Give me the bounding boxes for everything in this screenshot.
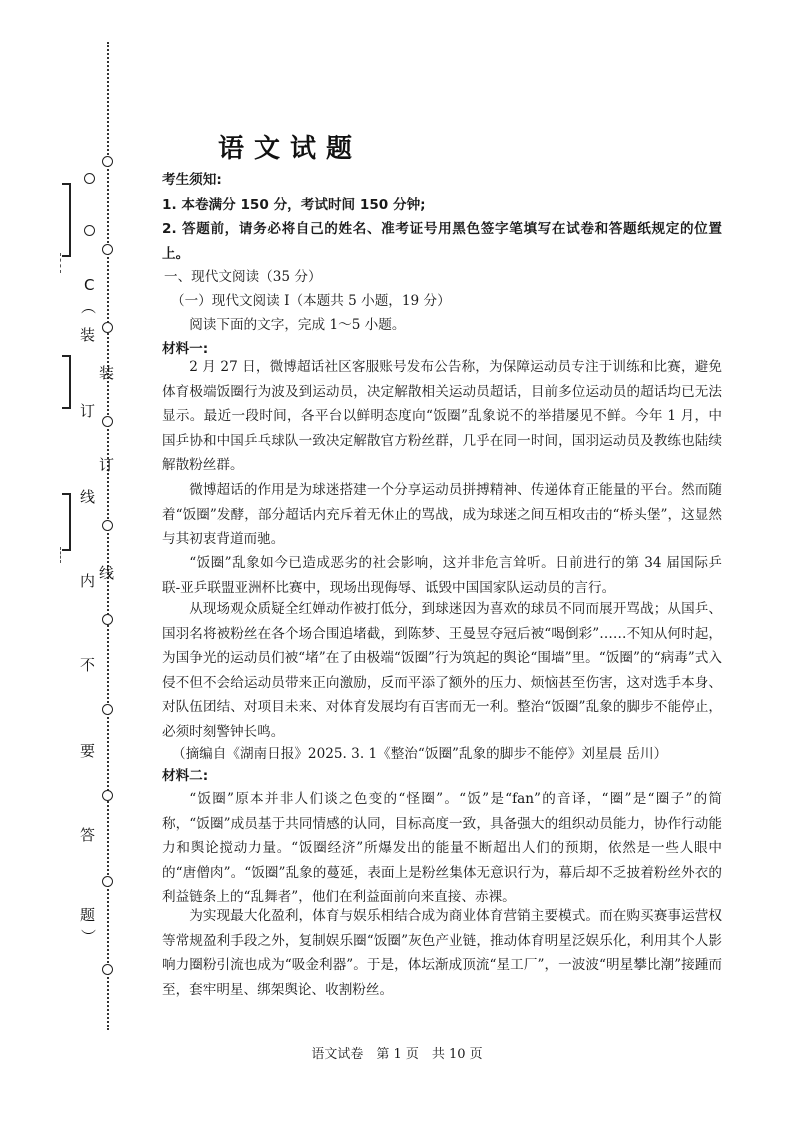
notice-heading: 考生须知: <box>162 172 222 188</box>
margin-ti: 题 <box>80 906 96 924</box>
margin-zhuang-left: 装 <box>80 326 96 344</box>
margin-ding-right: 订 <box>99 456 115 474</box>
material1-source: （摘编自《湖南日报》2025. 3. 1《整治“饭圈”乱象的脚步不能停》刘星晨 岳川） <box>172 746 668 762</box>
material1-paragraph-2: 微博超话的作用是为球迷搭建一个分享运动员拼搏精神、传递体育正能量的平台。然而随着“饭圈”发酵，部分超话内充斥着无休止的骂战，成为球迷之间互相攻击的“桥头堡”，这显然与其初衷背道而驰。 <box>162 482 722 547</box>
binding-hole-icon <box>102 876 113 887</box>
binding-hole-icon <box>84 173 95 184</box>
margin-c-mark: C <box>84 276 95 294</box>
notice-item-2: 2. 答题前，请务必将自己的姓名、准考证号用黑色签字笔填写在试卷和答题纸规定的位置上。 <box>162 221 722 262</box>
material2-paragraph-1: “饭圈”原本并非人们谈之色变的“怪圈”。“饭”是“fan”的音译，“圈”是“圈子”的简称，“饭圈”成员基于共同情感的认同，目标高度一致，具备强大的组织动员能力，协作行动能力和舆论搅动力量。“饭圈经济”所爆发出的能量不断超出人们的预期，依然是一些人眼中的“唐僧肉”。“饭圈”乱象的蔓延，表面上是粉丝集体无意识行为，幕后却不乏披着粉丝外衣的利益链条上的“乱舞者”，他们在利益面前向来直接、赤裸。 <box>162 791 722 905</box>
margin-ding-left: 订 <box>80 402 96 420</box>
margin-xian-left: 线 <box>80 488 96 506</box>
margin-yao: 要 <box>80 742 96 760</box>
margin-bu: 不 <box>80 656 96 674</box>
binding-hole-icon <box>102 704 113 715</box>
material2-label: 材料二: <box>162 768 209 784</box>
margin-bracket <box>62 355 71 409</box>
binding-hole-icon <box>102 614 113 625</box>
page-footer: 语文试卷 第 1 页 共 10 页 <box>311 1047 483 1062</box>
page-title: 语文试题 <box>218 134 363 164</box>
margin-bracket <box>62 493 71 551</box>
binding-hole-icon <box>102 964 113 975</box>
margin-paren-close: ︶ <box>81 928 97 946</box>
material1-paragraph-1: 2 月 27 日，微博超话社区客服账号发布公告称，为保障运动员专注于训练和比赛，避免体育极端饭圈行为波及到运动员，决定解散相关运动员超话，目前多位运动员的超话均已无法显示。最近一段时间，各平台以鲜明态度向“饭圈”乱象说不的举措屡见不鲜。今年 1 月，中国乒协和中国乒乓球队一致决定解散官方粉丝群，几乎在同一时间，国羽运动员及教练也陆续解散粉丝群。 <box>162 359 722 473</box>
margin-nei: 内 <box>80 572 96 590</box>
material1-paragraph-4: 从现场观众质疑全红婵动作被打低分，到球迷因为喜欢的球员不同而展开骂战；从国乒、国羽名将被粉丝在各个场合围追堵截，到陈梦、王曼昱夺冠后被“喝倒彩”……不知从何时起，为国争光的运动员们被“堵”在了由极端“饭圈”行为筑起的舆论“围墙”里。“饭圈”的“病毒”式入侵不但不会给运动员带来正向激励，反而平添了额外的压力、烦恼甚至伤害，这对选手本身、对队伍团结、对项目未来、对体育发展均有百害而无一利。整治“饭圈”乱象的脚步不能停止，必须时刻警钟长鸣。 <box>162 601 722 740</box>
margin-xian-right: 线 <box>99 564 115 582</box>
material2-paragraph-2: 为实现最大化盈利，体育与娱乐相结合成为商业体育营销主要模式。而在购买赛事运营权等常规盈利手段之外，复制娱乐圈“饭圈”灰色产业链，推动体育明星泛娱乐化，利用其个人影响力圈粉引流也成为“吸金利器”。于是，体坛渐成顶流“星工厂”，一波波“明星攀比潮”接踵而至，套牢明星、绑架舆论、收割粉丝。 <box>162 908 722 998</box>
material1-paragraph-3: “饭圈”乱象如今已造成恶劣的社会影响，这并非危言耸听。日前进行的第 34 届国际乒联-亚乒联盟亚洲杯比赛中，现场出现侮辱、诋毁中国国家队运动员的言行。 <box>162 555 722 596</box>
margin-da: 答 <box>80 826 96 844</box>
binding-hole-icon <box>102 322 113 333</box>
binding-hole-icon <box>102 156 113 167</box>
binding-hole-icon <box>102 790 113 801</box>
notice-item-1: 1. 本卷满分 150 分，考试时间 150 分钟; <box>162 197 426 213</box>
material1-label: 材料一: <box>162 341 209 357</box>
binding-hole-icon <box>102 244 113 255</box>
margin-bracket <box>62 183 71 257</box>
margin-dash <box>60 547 61 563</box>
subsection-heading: （一）现代文阅读 I（本题共 5 小题，19 分） <box>171 293 451 309</box>
binding-hole-icon <box>102 416 113 427</box>
margin-paren-open: ︵ <box>81 298 97 316</box>
margin-zhuang-right: 装 <box>99 364 115 382</box>
margin-dash <box>60 253 61 273</box>
binding-hole-icon <box>84 225 95 236</box>
binding-margin <box>0 0 130 1123</box>
section-heading: 一、现代文阅读（35 分） <box>164 269 322 285</box>
reading-instruction: 阅读下面的文字，完成 1～5 小题。 <box>189 317 406 333</box>
binding-hole-icon <box>102 520 113 531</box>
